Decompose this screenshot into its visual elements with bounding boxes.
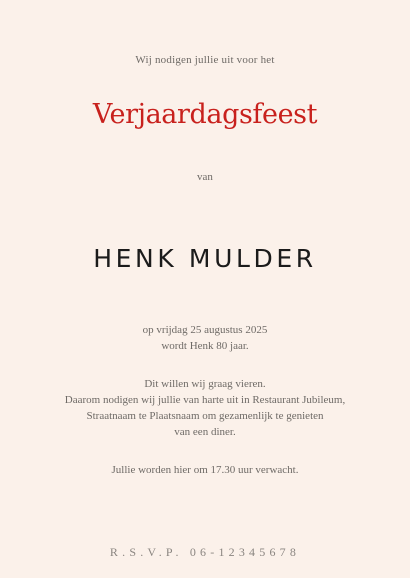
from-label: van [197,171,213,183]
rsvp-contact: R.S.V.P. 06-12345678 [109,545,301,559]
invitation-message [0,376,410,440]
event-title: Verjaardagsfeest [92,99,318,130]
invitation-intro: Wij nodigen jullie uit voor het [135,54,275,66]
message-line-2: Daarom nodigen wij jullie van harte uit in Restaurant Jubileum, [64,394,346,406]
time-note: Jullie worden hier om 17.30 uur verwacht. [111,464,299,476]
message-line-4: van een diner. [174,426,236,438]
message-line-3: Straatnaam te Plaatsnaam om gezamenlijk te genieten [86,410,324,422]
age-line: wordt Henk 80 jaar. [161,340,249,352]
date-details [0,322,410,354]
host-name: HENK MULDER [93,244,317,273]
date-line: op vrijdag 25 augustus 2025 [142,324,268,336]
message-line-1: Dit willen wij graag vieren. [144,378,266,390]
